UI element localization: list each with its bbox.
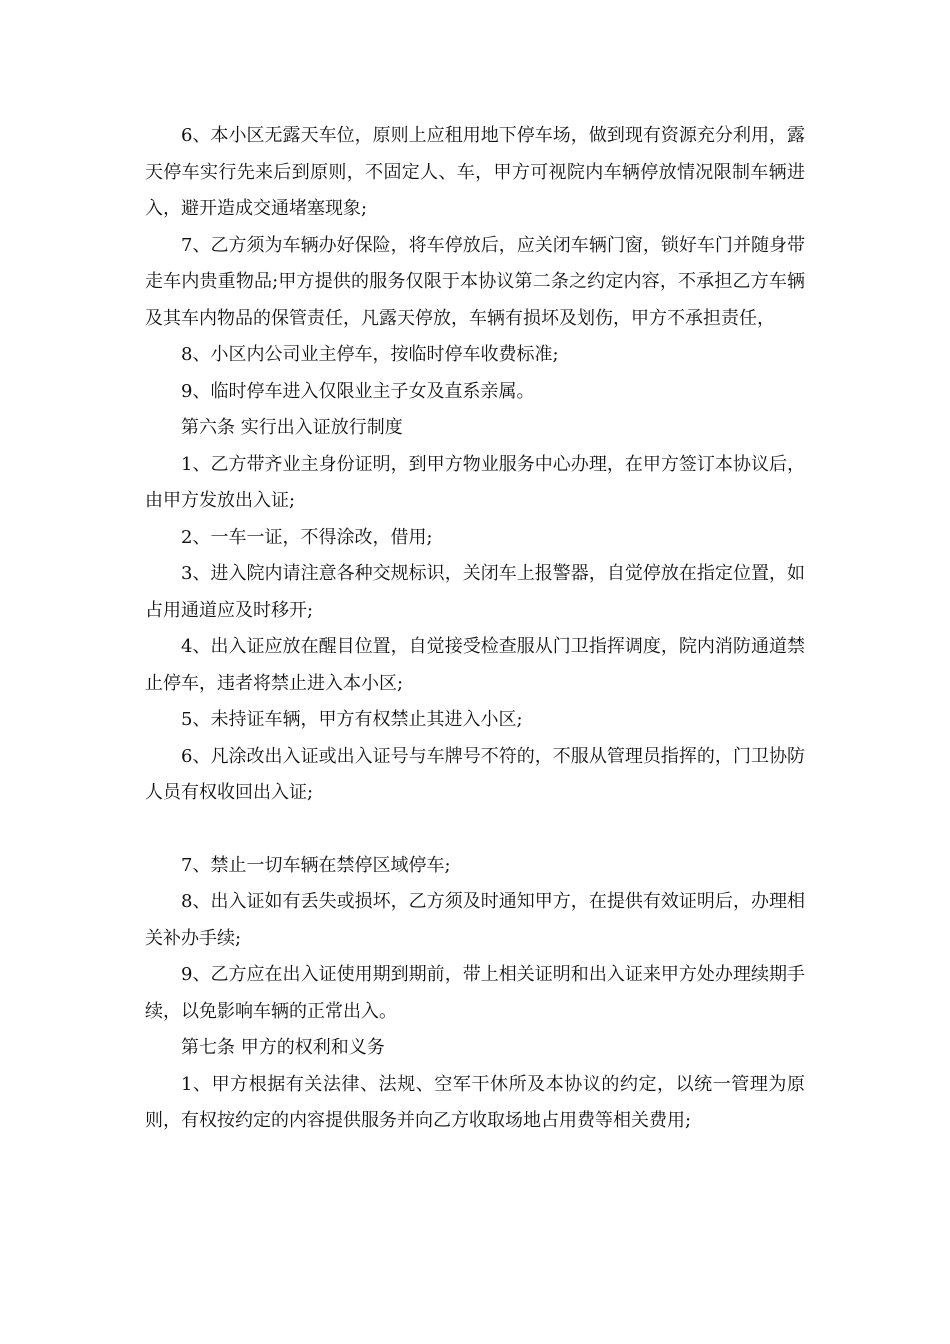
paragraph: 3、进入院内请注意各种交规标识，关闭车上报警器，自觉停放在指定位置，如占用通道应及时移开; xyxy=(145,563,805,621)
paragraph: 1、甲方根据有关法律、法规、空军干休所及本协议的约定，以统一管理为原则，有权按约定的内容提供服务并向乙方收取场地占用费等相关费用; xyxy=(145,1073,805,1131)
section-heading: 第七条 甲方的权利和义务 xyxy=(181,1037,385,1058)
paragraph: 2、一车一证，不得涂改，借用; xyxy=(181,526,433,548)
blank-line xyxy=(145,812,805,848)
paragraph: 6、凡涂改出入证或出入证号与车牌号不符的，不服从管理员指挥的，门卫协防人员有权收回出入证; xyxy=(145,745,805,803)
paragraph: 8、出入证如有丢失或损坏，乙方须及时通知甲方，在提供有效证明后，办理相关补办手续; xyxy=(145,891,805,949)
paragraph: 1、乙方带齐业主身份证明，到甲方物业服务中心办理，在甲方签订本协议后，由甲方发放出入证; xyxy=(145,453,805,511)
paragraph: 9、乙方应在出入证使用期到期前，带上相关证明和出入证来甲方处办理续期手续，以免影响车辆的正常出入。 xyxy=(145,964,805,1022)
paragraph: 9、临时停车进入仅限业主子女及直系亲属。 xyxy=(181,380,535,402)
paragraph: 4、出入证应放在醒目位置，自觉接受检查服从门卫指挥调度，院内消防通道禁止停车，违者将禁止进入本小区; xyxy=(145,636,805,694)
document-page xyxy=(145,118,805,1140)
section-heading: 第六条 实行出入证放行制度 xyxy=(181,417,403,438)
paragraph: 6、本小区无露天车位，原则上应租用地下停车场，做到现有资源充分利用，露天停车实行先来后到原则，不固定人、车，甲方可视院内车辆停放情况限制车辆进入，避开造成交通堵塞现象; xyxy=(145,125,805,219)
paragraph: 7、禁止一切车辆在禁停区域停车; xyxy=(181,854,451,876)
paragraph: 8、小区内公司业主停车，按临时停车收费标准; xyxy=(181,344,559,365)
paragraph: 5、未持证车辆，甲方有权禁止其进入小区; xyxy=(181,709,523,730)
paragraph: 7、乙方须为车辆办好保险，将车停放后，应关闭车辆门窗，锁好车门并随身带走车内贵重物品;甲方提供的服务仅限于本协议第二条之约定内容，不承担乙方车辆及其车内物品的保管责任，凡露天停放，车辆有损坏及划伤，甲方不承担责任， xyxy=(145,234,805,329)
